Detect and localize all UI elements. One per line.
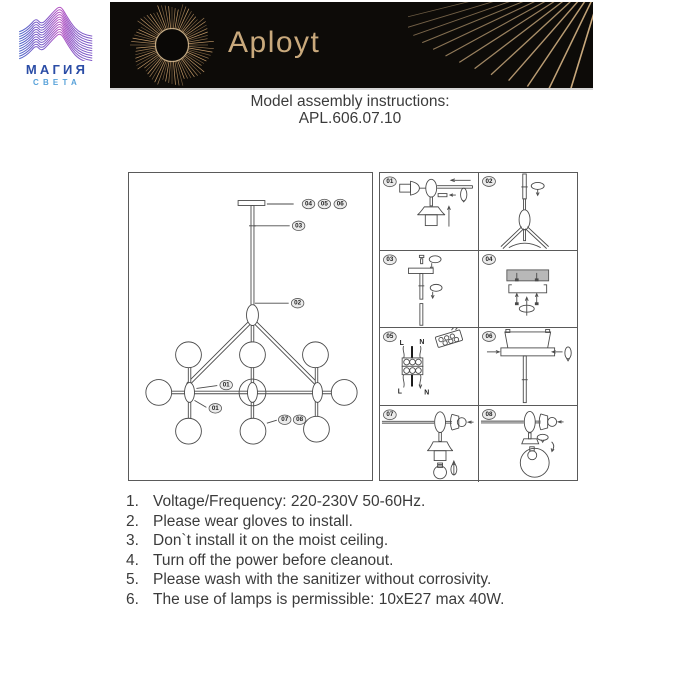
steps-grid [379,172,578,481]
step-panel-07 [380,406,479,483]
callout-badge [292,221,304,231]
svg-text:L: L [399,340,404,348]
page-title [0,94,700,127]
svg-text:05: 05 [320,200,328,208]
svg-text:06: 06 [484,333,492,341]
step-panel-01 [380,173,479,251]
instruction-text: Turn off the power before cleanout. [153,551,394,569]
assembly-diagram-box [128,172,373,481]
callout-badge [278,415,290,425]
instruction-number: 1. [126,493,139,510]
step-number-badge [383,410,396,420]
instruction-item [126,492,596,512]
store-name-sub: СВЕТА [32,78,82,87]
starburst-icon [124,2,220,90]
svg-text:07: 07 [281,416,289,424]
svg-text:01: 01 [386,178,394,186]
svg-text:04: 04 [484,255,492,263]
step-06-illustration [479,328,578,405]
svg-text:01: 01 [211,404,219,412]
step-03-illustration [380,251,478,328]
instruction-text: The use of lamps is permissible: 10xE27 max 40W. [153,590,505,608]
callout-badge [334,199,346,209]
callout-badge [220,380,232,390]
instruction-item [126,570,596,590]
step-05-illustration [380,328,478,405]
svg-text:N: N [419,339,425,347]
instruction-item [126,531,596,551]
instruction-item [126,551,596,571]
step-number-badge [383,177,396,187]
chandelier-illustration [129,173,372,480]
rays-decoration-icon [408,2,593,90]
callout-badge [291,298,303,308]
instruction-number: 5. [126,571,139,589]
instruction-item [126,590,596,610]
instruction-text: Don`t install it on the moist ceiling. [153,532,389,550]
step-number-badge [383,254,396,264]
svg-text:N: N [424,389,430,397]
instruction-text: Please wear gloves to install. [153,512,353,530]
svg-text:02: 02 [294,299,302,307]
step-number-badge [482,409,495,419]
svg-text:01: 01 [222,381,230,389]
title-line: Model assembly instructions: [250,93,450,110]
svg-text:L: L [397,388,402,396]
instruction-item [126,512,596,532]
step-panel-06 [479,328,578,406]
instruction-number: 2. [126,512,139,530]
callout-badges [209,199,346,424]
step-panel-03 [380,251,479,329]
svg-text:03: 03 [386,255,394,263]
brand-name: Aployt [228,26,321,59]
brand-banner [110,2,593,90]
step-number-badge [482,176,495,186]
wave-logo-icon [12,6,102,61]
step-07-illustration [380,406,478,483]
store-logo [9,6,105,92]
step-panel-02 [479,173,578,251]
instruction-number: 6. [126,590,139,608]
step-number-badge [482,332,495,342]
step-number-badge [482,254,495,264]
svg-text:07: 07 [386,411,394,419]
store-name: МАГИЯ [25,62,89,77]
instructions-list [126,492,596,610]
model-number: APL.606.07.10 [298,109,402,127]
svg-text:05: 05 [386,333,394,341]
step-number-badge [383,332,396,342]
callout-badge [293,415,305,425]
instruction-number: 3. [126,532,139,550]
step-panel-04 [479,251,578,329]
step-panel-08 [479,406,578,483]
svg-text:03: 03 [295,222,303,230]
instruction-text: Please wash with the sanitizer without corrosivity. [153,571,492,589]
step-panel-05 [380,328,479,406]
svg-text:04: 04 [305,200,312,208]
svg-text:08: 08 [484,410,492,418]
step-08-illustration [479,406,578,483]
svg-text:08: 08 [296,416,304,424]
svg-text:02: 02 [484,177,492,185]
callout-badge [302,199,314,209]
svg-text:06: 06 [336,200,344,208]
step-04-illustration [479,251,578,328]
step-01-illustration [380,173,478,250]
instruction-text: Voltage/Frequency: 220-230V 50-60Hz. [153,493,426,510]
callout-badge [318,199,330,209]
step-02-illustration [479,173,578,250]
instruction-number: 4. [126,551,139,569]
callout-badge [209,404,221,414]
